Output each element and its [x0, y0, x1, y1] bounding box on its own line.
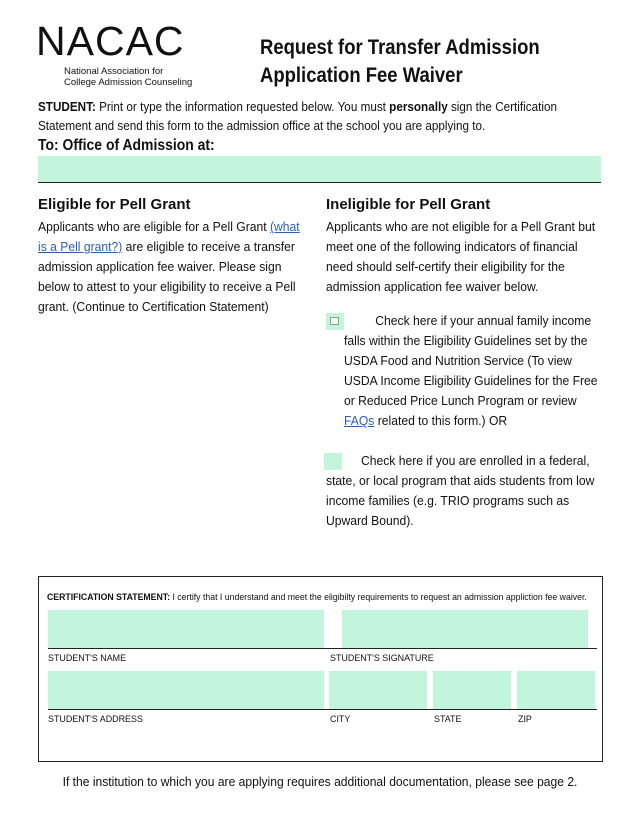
checkbox-box-icon	[330, 317, 339, 325]
certification-body: I certify that I understand and meet the eligibilty requirements to request an admission appliction fee waiver.	[170, 591, 587, 602]
to-office-divider	[38, 182, 601, 183]
zip-label: ZIP	[518, 714, 532, 725]
logo-subtitle-line2: College Admission Counseling	[64, 77, 193, 88]
student-address-label: STUDENT'S ADDRESS	[48, 714, 143, 725]
student-signature-label: STUDENT'S SIGNATURE	[330, 653, 434, 664]
student-name-label: STUDENT'S NAME	[48, 653, 127, 664]
logo-wordmark	[36, 18, 216, 64]
state-field[interactable]	[433, 671, 511, 709]
federal-program-text	[326, 451, 602, 531]
student-label: STUDENT:	[38, 99, 96, 114]
student-signature-field[interactable]	[342, 610, 588, 648]
page-title-line2: Application Fee Waiver	[260, 64, 463, 87]
certification-statement-box	[38, 576, 603, 762]
student-emphasis: personally	[389, 99, 448, 114]
ineligible-text: Applicants who are not eligible for a Pell Grant but meet one of the following indicators of financial need should self-certify their eligibility for the admission application fee waiver below.	[326, 219, 596, 294]
option1-text-after: related to this form.) OR	[374, 413, 508, 428]
eligible-section	[38, 195, 308, 317]
pell-grant-link[interactable]: (what is a Pell grant?)	[38, 219, 300, 254]
income-guidelines-checkbox[interactable]	[326, 313, 344, 330]
logo-subtitle-line1: National Association for	[64, 66, 164, 77]
student-name-field[interactable]	[48, 610, 324, 648]
logo-subtitle	[64, 66, 216, 88]
student-text-before: Print or type the information requested below. You must	[95, 99, 390, 114]
zip-field[interactable]	[517, 671, 595, 709]
city-field[interactable]	[329, 671, 427, 709]
student-text-after: sign the Certification Statement and send this form to the admission office at the school you are applying to.	[38, 99, 557, 133]
student-instructions	[38, 97, 578, 135]
address-rule	[48, 709, 597, 710]
eligible-heading: Eligible for Pell Grant	[38, 196, 191, 213]
office-of-admission-field[interactable]	[38, 156, 601, 182]
federal-program-option	[326, 451, 608, 531]
certification-text	[47, 591, 587, 602]
student-address-field[interactable]	[48, 671, 324, 709]
footer-note: If the institution to which you are applying requires additional documentation, please see page 2.	[62, 774, 578, 789]
ineligible-section	[326, 195, 608, 297]
page-title-line1: Request for Transfer Admission	[260, 36, 540, 59]
option2-text: Check here if you are enrolled in a federal, state, or local program that aids students from low income families (e.g. TRIO programs such as Upward Bound).	[326, 453, 595, 528]
faqs-link[interactable]: FAQs	[344, 413, 375, 428]
to-office-label: To: Office of Admission at:	[38, 137, 215, 154]
city-label: CITY	[330, 714, 351, 725]
eligible-text-after: are eligible to receive a transfer admission application fee waiver. Please sign below to attest to your eligibility to receive a Pell grant. (Continue to Certification Statement)	[38, 239, 296, 314]
certification-label: CERTIFICATION STATEMENT:	[47, 591, 171, 602]
income-guidelines-option	[344, 311, 604, 431]
nacac-logo	[36, 18, 216, 88]
income-guidelines-text	[344, 311, 602, 431]
name-signature-rule	[48, 648, 597, 649]
option1-text-before: Check here if your annual family income falls within the Eligibility Guidelines set by the USDA Food and Nutrition Service (To view USDA Income Eligibility Guidelines for the Free or Reduced Price Lunch Program or review	[344, 313, 598, 408]
ineligible-heading: Ineligible for Pell Grant	[326, 196, 491, 213]
logo-wordmark-text: NACAC	[36, 18, 185, 64]
page-title	[260, 34, 577, 90]
eligible-text-before: Applicants who are eligible for a Pell Grant	[38, 219, 270, 234]
eligible-text	[38, 217, 305, 317]
state-label: STATE	[434, 714, 462, 725]
